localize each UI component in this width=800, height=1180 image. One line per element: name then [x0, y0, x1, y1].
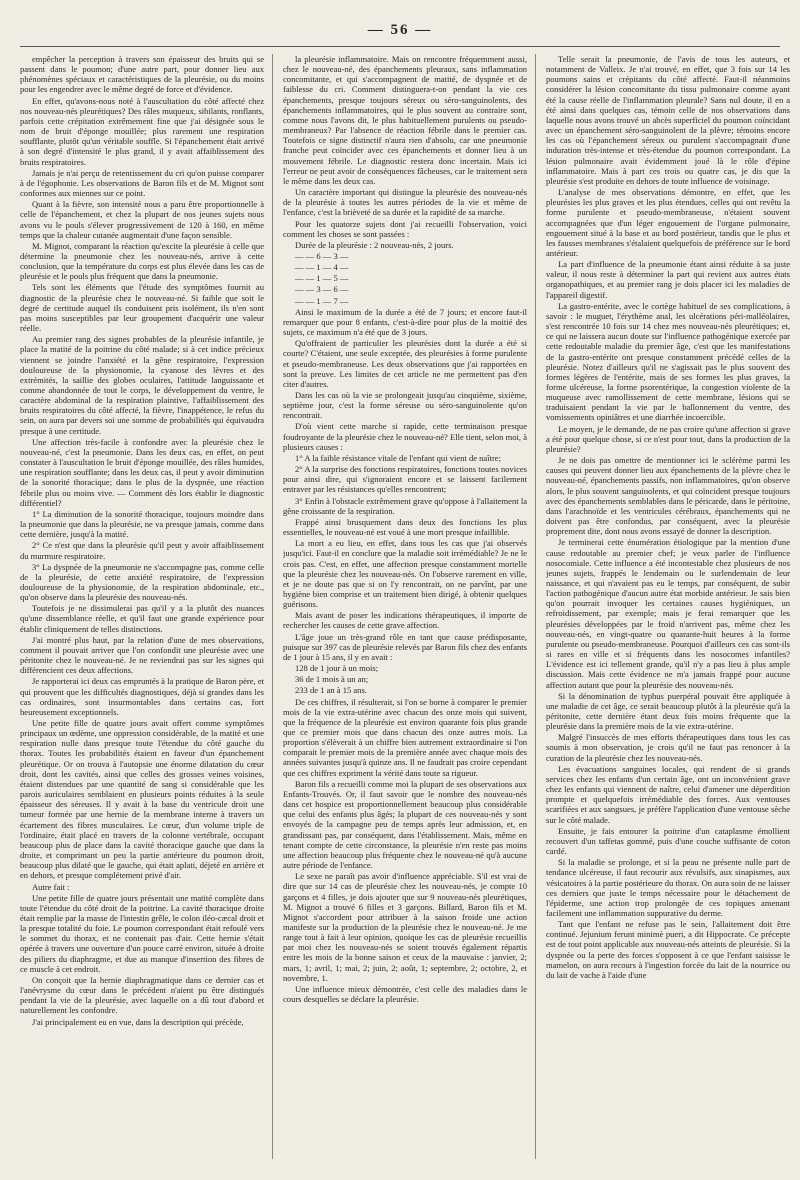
- paragraph: Dans les cas où la vie se prolongeait jusqu'au cinquième, sixième, septième jour, c'est la forme séreuse ou séro-sanguinolente qu'on rencontrait.: [283, 390, 527, 421]
- paragraph: — — 1 — 4 —: [295, 262, 349, 273]
- paragraph: Jamais je n'ai perçu de retentissement du cri qu'on puisse comparer à de l'égophonie. Les observations de Baron fils et de M. Mignot sont conformes aux miennes sur ce point.: [20, 167, 264, 199]
- paragraph: Je rapporterai ici deux cas empruntés à la pratique de Baron père, et qui prouvent que les difficultés diagnostiques, déjà si grandes dans les cas ordinaires, sont insurmontables dans certains cas, fort heureusement exceptionnels.: [20, 676, 264, 717]
- paragraph: Ainsi le maximum de la durée a été de 7 jours; et encore faut-il remarquer que pour 8 enfants, c'est-à-dire pour plus de la moitié des sujets, ce maximum n'a été que de 3 jours.: [283, 306, 527, 338]
- paragraph: — — 1 — 5 —: [295, 273, 349, 284]
- paragraph: Un caractère important qui distingue la pleurésie des nouveau-nés de la pleurésie à toutes les autres périodes de la vie et même de l'enfance, c'est la brièveté de sa durée et la rapidité de sa marche.: [283, 187, 527, 218]
- paragraph: 1° La diminution de la sonorité thoracique, toujours moindre dans la pneumonie que dans la pleurésie, ne va presque jamais, comme dans cette dernière, jusqu'à la matité.: [20, 508, 264, 540]
- paragraph: Le sexe ne paraît pas avoir d'influence appréciable. S'il est vrai de dire que sur 14 cas de pleurésie chez les nouveau-nés, je compte 10 garçons et 4 filles, je dois ajouter que sur 9 nouveau-nés pleurétiques, M. Mignot a trouvé 6 filles et 3 garçons. Billard, Baron fils et M. Mignot s'accordent pour attribuer à la saison froide une action manifeste sur la production de la pleurésie chez le nouveau-né. Je me range tout à fait à leur opinion, quoique les cas de pleurésie recueillis par moi chez les nouveau-nés se soient trouvés également répartis entre les mois de la bonne saison et ceux de la mauvaise : janvier, 2; mars, 1; avril, 1; mai, 2; juin, 2; août, 1; septembre, 2; octobre, 2, et novembre, 1.: [283, 871, 527, 983]
- paragraph: Toutefois je ne dissimulerai pas qu'il y a la plutôt des nuances qu'une dissemblance réelle, et qu'il faut une grande expérience pour établir cliniquement de telles distinctions.: [20, 603, 264, 634]
- paragraph: Quant à la fièvre, son intensité nous a paru être proportionnelle à celle de l'épanchement, et chez la plupart de nos jeunes sujets nous avons vu le pouls s'élever progressivement de 120 à 160, en même temps que la chaleur cutanée augmentait d'une façon sensible.: [20, 199, 264, 240]
- paragraph: L'analyse de mes observations démontre, en effet, que les pleurésies les plus graves et les plus étendues, celles qui ont revêtu la forme purulente et pseudo-membraneuse, n'étaient souvent accompagnées que d'un léger engouement de l'organe pulmonaire, engouement situé à la base et au bord postérieur, tandis que le plus et les fausses membranes s'étalaient quelquefois de préférence sur le bord antérieur.: [546, 187, 790, 258]
- paragraph: Tels sont les éléments que l'étude des symptômes fournit au diagnostic de la pleurésie chez le nouveau-né. Si faible que soit le degré de certitude auquel ils conduisent pris isolément, ils n'en sont pas moins susceptibles par leur groupement d'acquérir une valeur réelle.: [20, 282, 264, 334]
- paragraph: Tant que l'enfant ne refuse pas le sein, l'allaitement doit être continué. Jejunium ferunt minimè pueri, a dit Hippocrate. Ce précepte est de tout point applicable aux nouveau-nés atteints de pleurésie. Si la dyspnée ou la perte des forces s'opposent à ce que l'enfant saisisse le mamelon, on aura recours à l'ingestion forcée du lait de la nourrice ou du lait de vache à l'aide d'une: [546, 919, 790, 980]
- header-rule: [20, 46, 780, 47]
- paragraph: Telle serait la pneumonie, de l'avis de tous les auteurs, et notamment de Valleix. Je n'ai trouvé, en effet, que 3 fois sur 14 les poumons sains et crépitants du côté affecté. Faut-il néanmoins considérer la lésion concomitante du tissu pulmonaire comme ayant été la cause réelle de l'inflammation pleurale? Sans nul doute, il en a été ainsi dans quelques cas, témoin celle de nos observations dans laquelle nous avons trouvé un abcès superficiel du poumon coïncidant avec un épanchement séro-sanguinolent de la plèvre; témoins encore les cas où l'épanchement séreux ou purulent s'accompagnait d'une induration très-intense et très-étendue du poumon correspondant. La lésion pulmonaire avait évidemment joué là le rôle d'épine inflammatoire. Mais à part ces trois ou quatre cas, je dis que la pleurésie s'est produite en dehors de toute influence de voisinage.: [546, 54, 790, 186]
- paragraph: Autre fait :: [32, 881, 70, 892]
- paragraph: M. Mignot, comparant la réaction qu'excite la pleurésie à celle que détermine la pneumonie chez les nouveau-nés, arrive à cette conclusion, que la température du corps est plus élevée dans les cas de pleurésie et le pouls plus fréquent que dans la pneumonie.: [20, 240, 264, 282]
- paragraph: Durée de la pleurésie : 2 nouveau-nés, 2 jours.: [295, 239, 454, 250]
- paragraph: 128 de 1 jour à un mois;: [295, 663, 379, 674]
- paragraph: L'âge joue un très-grand rôle en tant que cause prédisposante, puisque sur 397 cas de pleurésie relevés par Baron fils chez des enfants de 1 jour à 15 ans, il y en avait :: [283, 631, 527, 662]
- column-3: [546, 54, 790, 1159]
- paragraph: Qu'offraient de particulier les pleurésies dont la durée a été si courte? C'étaient, une seule exceptée, des pleurésies à forme purulente et pseudo-membraneuse. Les deux observations que j'ai rapportées en sont la preuve. Les limites de cet article ne me permettent pas d'en citer d'autres.: [283, 338, 527, 389]
- paragraph: La gastro-entérite, avec le cortège habituel de ses complications, à savoir : le muguet, l'érythème anal, les ulcérations péri-malléolaires, s'est rencontrée 10 fois sur 14 chez mes nouveau-nés pleurétiques; et, ce qui ne laissera aucun doute sur l'influence pathogénique exercée par cette redoutable maladie du premier âge, c'est que les manifestations de la gastro-entérite ont presque constamment précédé celles de la pleurésie. Notez d'ailleurs qu'il ne s'agissait pas le plus souvent des formes légères de l'entérite, mais de ses formes les plus graves, la forme ulcéreuse, la forme psorentérique, la congestion violente de la muqueuse avec ramollissement de cette membrane, lésions qui se traduisaient pendant la vie par le ballonnement du ventre, des vomissements opiniâtres et une diarrhée incoercible.: [546, 300, 790, 423]
- paragraph: 36 de 1 mois à un an;: [295, 674, 369, 685]
- paragraph: 2° A la surprise des fonctions respiratoires, fonctions toutes novices pour ainsi dire, qui s'ignoraient encore et se laissent facilement entraver par les résistances qu'elles rencontrent;: [283, 464, 527, 495]
- paragraph: empêcher la perception à travers son épaisseur des bruits qui se passent dans le poumon; d'une autre part, pour donner lieu aux phénomènes spéciaux et caractéristiques de la pleurésie, ou du moins pour les engendrer avec le même degré de force et d'évidence.: [20, 54, 264, 95]
- page-number: — 56 —: [367, 22, 433, 38]
- paragraph: Les évacuations sanguines locales, qui rendent de si grands services chez les enfants d'un certain âge, ont un inconvénient grave chez les enfants qui viennent de naître, celui d'amener une déperdition prompte et quelquefois irrémédiable des forces. Aux ventouses scarifiées et aux sangsues, je préfère l'application d'une ventouse sèche sur le côté malade.: [546, 763, 790, 825]
- paragraph: Si la maladie se prolonge, et si la peau ne présente nulle part de tendance ulcéreuse, il faut recourir aux révulsifs, aux sinapismes, aux vésicatoires à la partie postérieure du thorax. On aura soin de ne laisser ces derniers que juste le temps nécessaire pour le détachement de l'épiderme, une action trop prolongée de ces topiques amenant facilement une inflammation suppurative du derme.: [546, 857, 790, 918]
- paragraph: Baron fils a recueilli comme moi la plupart de ses observations aux Enfants-Trouvés. Or, il faut savoir que le nombre des nouveau-nés dans cet hospice est proportionnellement beaucoup plus considérable que celui des enfants plus âgés; la plupart de ces nouveau-nés y sont envoyés de la campagne peu de temps après leur admission, et, en grandissant pas, par conséquent, dans l'établissement. Mais, même en tenant compte de cette circonstance, la pleurésie n'en reste pas moins une affection beaucoup plus fréquente chez le nouveau-né qu'à aucune autre période de l'enfance.: [283, 778, 527, 871]
- paragraph: 2° Ce n'est que dans la pleurésie qu'il peut y avoir affaiblissement du murmure respiratoire.: [20, 540, 264, 561]
- paragraph: De ces chiffres, il résulterait, si l'on se borne à comparer le premier mois de la vie extra-utérine avec chacun des onze mois qui suivent, que la fréquence de la pleurésie est environ quarante fois plus grande que ce premier mois que dans chacun des onze autres mois. La proportion s'élèverait à un chiffre bien autrement extraordinaire si l'on comparait le premier mois de la première année avec chaque mois des années suivantes jusqu'à quinze ans. Il ne faudrait pas croire cependant que ces chiffres expriment la vérité dans toute sa rigueur.: [283, 696, 527, 778]
- paragraph: Ensuite, je fais entourer la poitrine d'un cataplasme émollient recouvert d'un taffetas gommé, puis d'une couche suffisante de coton cardé.: [546, 825, 790, 857]
- paragraph: Malgré l'insuccès de mes efforts thérapeutiques dans tous les cas soumis à mon observation, je crois qu'il ne faut pas renoncer à la curation de la pleurésie chez les nouveau-nés.: [546, 732, 790, 763]
- column-divider: [535, 54, 536, 1159]
- paragraph: 1° A la faible résistance vitale de l'enfant qui vient de naître;: [295, 452, 501, 463]
- column-divider: [272, 54, 273, 1159]
- paragraph: Je terminerai cette énumération étiologique par la mention d'une cause redoutable au premier chef; je veux parler de l'influence nosocomiale. Cette influence a été incontestable chez plusieurs de nos jeunes sujets, frappés le lendemain ou le surlendemain de leur naissance, et qui n'avaient pas eu le temps, par conséquent, de subir l'action pathogénique d'aucun autre état morbide antérieur. Je sais bien qu'on pourrait invoquer les certaines causes hygiéniques, un refroidissement, par exemple; mais je ferai remarquer que les pleurésies développées par le froid n'arrivent pas, même chez les nouveau-nés, en vingt-quatre ou quarante-huit heures à la forme purulente ou pseudo-membraneuse. Pourquoi d'ailleurs ces cas sont-ils si rares en ville et si fréquents dans les nosocomes infantiles? L'évidence est ici tellement grande, qu'il n'y a pas lieu à plus ample discussion. Mais cette évidence ne m'a jamais frappé pour aucune affection autant que pour la pleurésie des nouveau-nés.: [546, 537, 790, 690]
- paragraph: J'ai montré plus haut, par la relation d'une de mes observations, comment il pouvait arriver que l'on confondit une pleurésie avec une péritonite chez le nouveau-né. Je ne reviendrai pas sur les signes qui différencient ces deux affections.: [20, 634, 264, 676]
- paragraph: On conçoit que la hernie diaphragmatique dans ce dernier cas et l'anévrysme du cœur dans le précédent n'aient pu être distingués pendant la vie de la pleurésie, avec laquelle on a dû tout d'abord et naturellement les confondre.: [20, 974, 264, 1016]
- paragraph: Si la dénomination de typhus puerpéral pouvait être appliquée à une maladie de cet âge, ce serait beaucoup plutôt à la pleurésie qu'à la péritonite, cette dernière étant deux fois moins fréquente que la pleurésie dans la première mois de la vie extra-utérine.: [546, 690, 790, 732]
- paragraph: J'ai principalement eu en vue, dans la description qui précède,: [32, 1016, 244, 1027]
- paragraph: En effet, qu'avons-nous noté à l'auscultation du côté affecté chez nos nouveau-nés pleurétiques? Des râles muqueux, sibilants, ronflants, parfois cette crépitation extrêmement fine que j'ai désignée sous le nom de bruit d'éponge mouillée; plus rarement une respiration soufflante, plutôt qu'un véritable souffle. Si l'épanchement était arrivé à son degré d'intensité le plus grand, il y avait affaiblissement des bruits respiratoires.: [20, 95, 264, 167]
- paragraph: La part d'influence de la pneumonie étant ainsi réduite à sa juste valeur, il nous reste à déterminer la part qui revient aux autres états organopathiques, et au premier rang je dois placer ici les maladies de l'appareil digestif.: [546, 259, 790, 300]
- paragraph: Mais avant de poser les indications thérapeutiques, il importe de rechercher les causes de cette grave affection.: [283, 610, 527, 631]
- paragraph: 3° Enfin à l'obstacle extrêmement grave qu'oppose à l'allaitement la gêne croissante de la respiration.: [283, 495, 527, 516]
- paragraph: Au premier rang des signes probables de la pleurésie infantile, je place la matité de la poitrine du côté malade; si à cet indice précieux viennent se joindre l'anxiété et la gêne respiratoire, l'expression douloureuse de la physionomie, la cyanose des lèvres et des extrémités, la saillie des globes oculaires, l'attitude languissante et comme abandonnée de tout le corps, le développement du ventre, le caractère abdominal de la respiration plaintive, l'affaiblissement des bruits respiratoires du côté affecté, la fièvre, l'inappétence, le refus du sein, on aura par devers soi une somme de probabilités qui équivaudra presque à une certitude.: [20, 334, 264, 436]
- paragraph: Une affection très-facile à confondre avec la pleurésie chez le nouveau-né, c'est la pneumonie. Dans les deux cas, en effet, on peut constater à l'auscultation le bruit d'éponge mouillée, des râles humides, une respiration soufflante; dans les deux cas, il peut y avoir diminution de la sonorité thoracique; dans le plus de la dyspnée, une réaction fébrile plus ou moins vive. — Comment dès lors établir le diagnostic différentiel?: [20, 436, 264, 508]
- paragraph: 233 de 1 an à 15 ans.: [295, 685, 367, 696]
- paragraph: 3° La dyspnée de la pneumonie ne s'accompagne pas, comme celle de la pleurésie, de cette anxiété respiratoire, de l'expression douloureuse de la physionomie, de la respiration abdominale, etc., qu'on observe dans la pleurésie des nouveau-nés.: [20, 561, 264, 603]
- paragraph: — — 1 — 7 —: [295, 295, 349, 306]
- paragraph: la pleurésie inflammatoire. Mais on rencontre fréquemment aussi, chez le nouveau-né, des épanchements pleuraux, sans inflammation concomitante, et qui s'accompagnent de matité, de dyspnée et de faiblesse du cri. Comment distinguera-t-on pendant la vie ces épanchements, presque toujours séreux ou séro-sanguinolents, des épanchements inflammatoires, qui le plus souvent au contraire sont, comme nous l'avons dit, le plus habituellement purulents ou pseudo-membraneux? Par l'absence de réaction fébrile dans le premier cas. Toutefois ce signe distinctif n'aura rien d'absolu, car une pneumonie franche peut coïncider avec ces épanchements et donner lieu à un mouvement fébrile. Le diagnostic restera donc incertain. Mais ici l'erreur ne peut avoir de conséquences fâcheuses, car le traitement sera le même dans les deux cas.: [283, 54, 527, 186]
- paragraph: Une influence mieux démontrée, c'est celle des maladies dans le cours desquelles se déclare la pleurésie.: [283, 983, 527, 1005]
- column-2: [283, 54, 527, 1159]
- paragraph: — — 6 — 3 —: [295, 250, 349, 261]
- paragraph: — — 3 — 6 —: [295, 284, 349, 295]
- paragraph: Je ne dois pas omettre de mentionner ici le sclérème parmi les causes qui peuvent donner lieu aux épanchements de la plèvre chez le nouveau-né, épanchements passifs, non inflammatoires, qu'on observe alors, le plus souvent sanguinolents, et qui coïncident presque toujours avec des épanchements semblables dans le péricarde, dans le péritoine, dans l'arachnoïde et les ventricules cérébraux, épanchements qui ne doivent pas être confondus, par conséquent, avec la pleurésie proprement dite, dont nous avons essayé de donner la description.: [546, 455, 790, 537]
- paragraph: Une petite fille de quatre jours présentait une matité complète dans toute l'étendue du côté droit de la poitrine. La cavité thoracique droite était remplie par la masse de l'intestin grêle, le colon iléo-cæcal droit et la presque totalité du foie. Le poumon correspondant était refoulé vers le sommet du thorax, et ne contenait pas d'air. Cette hernie s'était opérée à travers une ouverture d'un pouce carré environ, située à droite des piliers du diaphragme, et due au manque d'insertion des fibres de ce muscle à cet endroit.: [20, 892, 264, 974]
- paragraph: La mort a eu lieu, en effet, dans tous les cas que j'ai observés jusqu'ici. Faut-il en conclure que la maladie soit irrémédiable? Je ne le crois pas. C'est, en effet, une affection presque constamment mortelle que la pleurésie chez les nouveau-nés. On l'observe rarement en ville, et je ne doute pas que si on l'y rencontrait, on ne parvînt, par une hygiène bien comprise et un traitement bien dirigé, à obtenir quelques guérisons.: [283, 538, 527, 610]
- column-1: [20, 54, 264, 1159]
- paragraph: D'où vient cette marche si rapide, cette terminaison presque foudroyante de la pleurésie chez le nouveau-né? Elle tient, selon moi, à plusieurs causes :: [283, 421, 527, 452]
- paragraph: Une petite fille de quatre jours avait offert comme symptômes principaux un œdème, une oppression considérable, de la matité et une respiration nulle dans presque toute l'étendue du côté gauche du thorax. Toutes les probabilités étaient en faveur d'un épanchement pleurétique. Or on trouva à l'autopsie une énorme dilatation du cœur droit, dont les cavités, ainsi que celles des grosses veines voisines, étaient distendues par une quantité de sang si considérable que les parois auriculaires semblaient en plusieurs points réduites à la seule épaisseur des séreuses. Il y avait à la base du ventricule droit une tumeur formée par une hernie de la membrane interne à travers un écartement des fibres musculaires. Le cœur, d'un volume triple de l'ordinaire, était placé en travers de la colonne vertébrale, occupant beaucoup plus de place dans la cavité thoracique gauche que dans la droite, et comprimant un peu la partie antérieure du poumon droit, beaucoup plus dilaté que le gauche, qui était aplati, déjeté en arrière et en dehors, et presque complétement privé d'air.: [20, 718, 264, 881]
- paragraph: Pour les quatorze sujets dont j'ai recueilli l'observation, voici comment les choses se sont passées :: [283, 218, 527, 239]
- paragraph: Le moyen, je le demande, de ne pas croire qu'une affection si grave a été pour quelque chose, si ce n'est pour tout, dans la production de la pleurésie?: [546, 423, 790, 454]
- paragraph: Frappé ainsi brusquement dans deux des fonctions les plus essentielles, le nouveau-né est voué à une mort presque infaillible.: [283, 516, 527, 538]
